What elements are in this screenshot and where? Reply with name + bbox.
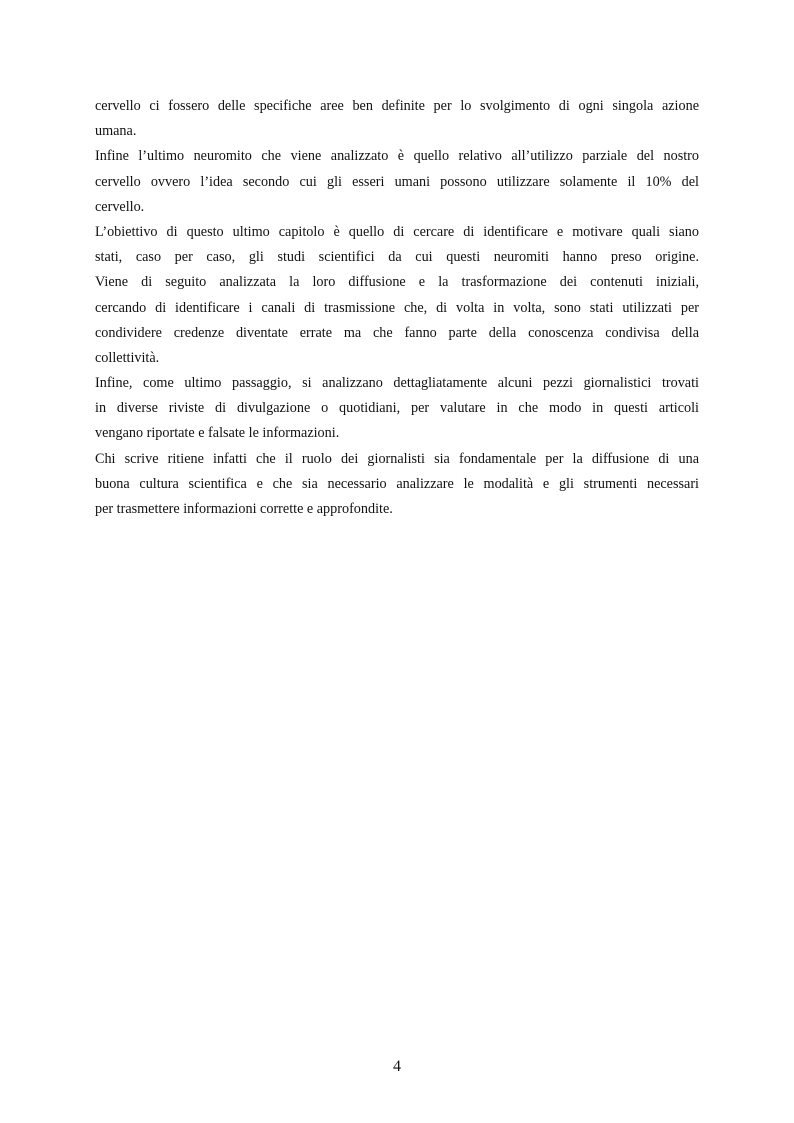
text-line: in diverse riviste di divulgazione o quotidiani, per valutare in che modo in questi articoli — [95, 400, 699, 417]
text-line: umana. — [95, 123, 137, 140]
text-line: collettività. — [95, 349, 160, 366]
text-line: L’obiettivo di questo ultimo capitolo è quello di cercare di identificare e motivare quali siano — [95, 223, 699, 240]
text-line: buona cultura scientifica e che sia necessario analizzare le modalità e gli strumenti necessari — [95, 475, 699, 492]
page-number: 4 — [393, 1058, 401, 1075]
text-line: vengano riportate e falsate le informazioni. — [95, 425, 340, 442]
text-line: Viene di seguito analizzata la loro diffusione e la trasformazione dei contenuti iniziali, — [95, 274, 699, 291]
text-line: cercando di identificare i canali di trasmissione che, di volta in volta, sono stati utilizzati per — [95, 299, 699, 316]
body-text — [95, 94, 699, 522]
text-line: Chi scrive ritiene infatti che il ruolo dei giornalisti sia fondamentale per la diffusione di una — [95, 450, 699, 467]
text-line: condividere credenze diventate errate ma che fanno parte della conoscenza condivisa della — [95, 324, 699, 341]
text-line: Infine l’ultimo neuromito che viene analizzato è quello relativo all’utilizzo parziale del nostro — [95, 148, 699, 165]
text-line: Infine, come ultimo passaggio, si analizzano dettagliatamente alcuni pezzi giornalistici trovati — [95, 375, 699, 392]
text-line: per trasmettere informazioni corrette e approfondite. — [95, 501, 393, 517]
text-line: cervello ci fossero delle specifiche aree ben definite per lo svolgimento di ogni singola azione — [95, 98, 699, 114]
text-line: stati, caso per caso, gli studi scientifici da cui questi neuromiti hanno preso origine. — [95, 249, 699, 266]
text-line: cervello. — [95, 198, 145, 215]
text-line: cervello ovvero l’idea secondo cui gli esseri umani possono utilizzare solamente il 10% del — [95, 173, 699, 190]
